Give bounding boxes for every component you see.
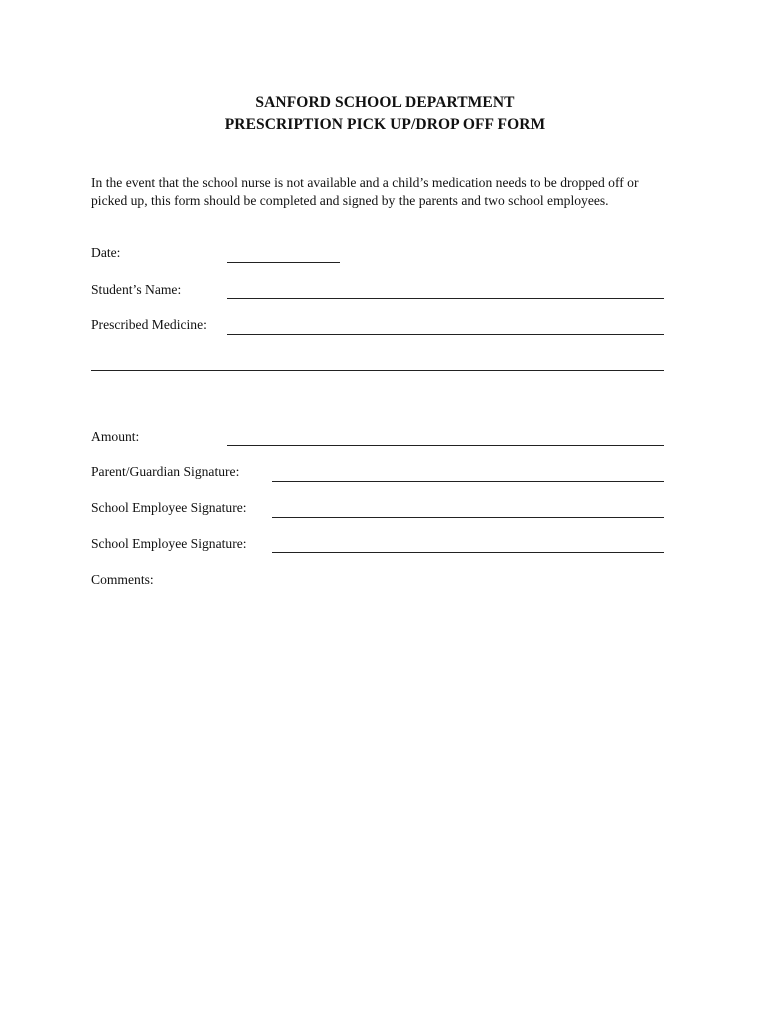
- date-field[interactable]: [227, 262, 340, 263]
- amount-field[interactable]: [227, 445, 664, 446]
- student-name-field[interactable]: [227, 298, 664, 299]
- prescribed-medicine-label: Prescribed Medicine:: [91, 317, 207, 332]
- date-label: Date:: [91, 245, 121, 260]
- prescribed-medicine-field-continued[interactable]: [91, 370, 664, 371]
- parent-signature-field[interactable]: [272, 481, 664, 482]
- prescribed-medicine-field[interactable]: [227, 334, 664, 335]
- parent-signature-label: Parent/Guardian Signature:: [91, 464, 240, 479]
- employee-signature-1-field[interactable]: [272, 517, 664, 518]
- comments-label: Comments:: [91, 572, 154, 587]
- form-title: PRESCRIPTION PICK UP/DROP OFF FORM: [224, 116, 546, 133]
- amount-label: Amount:: [91, 429, 140, 444]
- student-name-label: Student’s Name:: [91, 282, 182, 297]
- employee-signature-2-label: School Employee Signature:: [91, 536, 247, 551]
- department-title: SANFORD SCHOOL DEPARTMENT: [255, 94, 515, 111]
- employee-signature-2-field[interactable]: [272, 552, 664, 553]
- employee-signature-1-label: School Employee Signature:: [91, 500, 247, 515]
- intro-paragraph: In the event that the school nurse is not available and a child’s medication needs to be dropped off or picked up, this form should be completed and signed by the parents and two school employees.: [91, 175, 639, 208]
